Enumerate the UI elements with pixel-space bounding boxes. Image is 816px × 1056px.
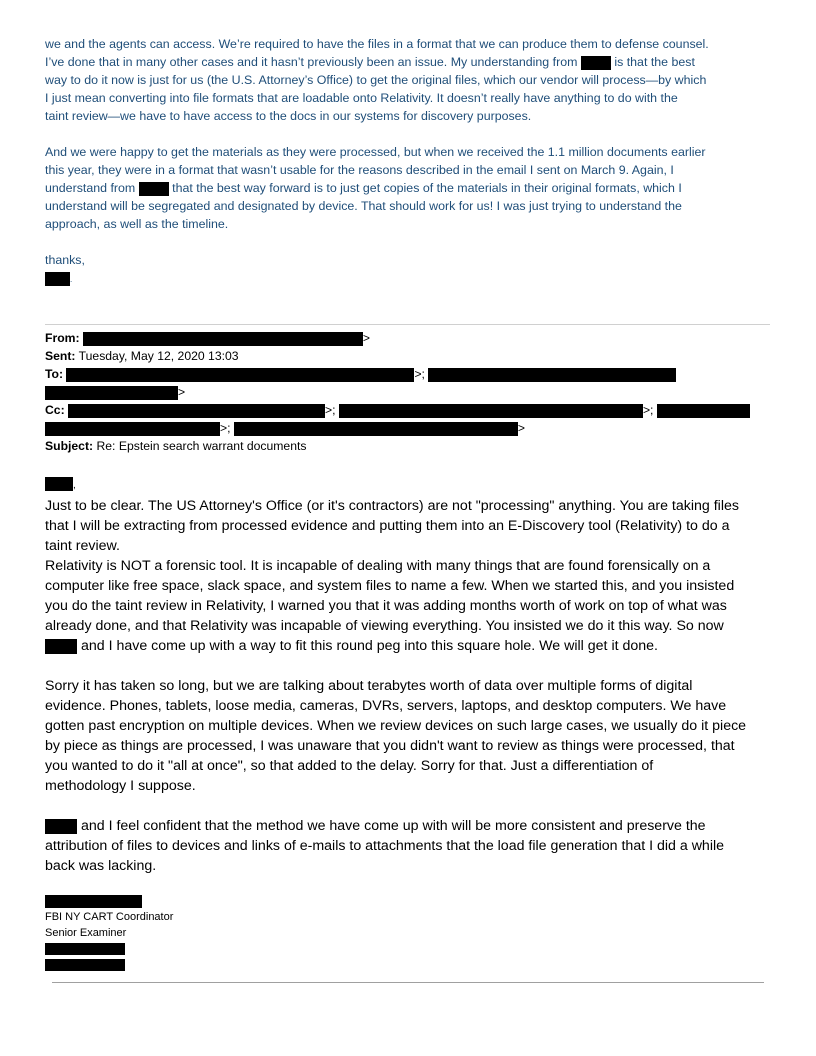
redaction [428, 368, 676, 382]
redaction [45, 477, 73, 491]
redaction [83, 332, 363, 346]
header-sent: Sent: Tuesday, May 12, 2020 13:03 [45, 349, 239, 363]
signature-title-2: Senior Examiner [45, 927, 127, 939]
message-greeting: , [45, 474, 770, 496]
redaction [45, 639, 77, 654]
header-cc-cont: >; > [45, 419, 775, 437]
reply-signature: . [45, 269, 775, 289]
header-from: From: > [45, 331, 371, 345]
header-cc: Cc: >; >; [45, 401, 775, 419]
message-paragraph-3: Sorry it has taken so long, but we are talking about terabytes worth of data over multiple forms of digital evidence. Phones, tablets, loose media, cameras, DVRs, servers, laptops, and desktop computers. We have gotten past encryption on multiple devices. When we review devices on such large cases, we usually do it piece by piece as things are processed, I was unaware that you didn't want to review as things were processed, that you wanted to do it "all at once", so that added to the delay. Sorry for that. Just a differentiation of methodology I suppose. [45, 678, 747, 794]
signature-title-1: FBI NY CART Coordinator [45, 911, 174, 923]
separator-line [45, 324, 770, 325]
redaction [234, 422, 518, 436]
redaction [45, 819, 77, 834]
message-paragraph-1: Just to be clear. The US Attorney's Office (or it's contractors) are not "processing" anything. You are taking files that I will be extracting from processed evidence and putting them into an E-Discovery tool (Relativity) to do a taint review. [45, 498, 739, 554]
redaction [339, 404, 643, 418]
header-to-cont: > [45, 383, 775, 401]
redaction [45, 422, 220, 436]
redaction [68, 404, 325, 418]
reply-body [45, 35, 775, 289]
signature-redaction-2 [45, 959, 125, 971]
redaction [45, 386, 178, 400]
redaction [657, 404, 750, 418]
redaction [139, 182, 169, 196]
message-body [45, 474, 770, 876]
reply-paragraph-1: we and the agents can access. We’re required to have the files in a format that we can produce them to defense counsel. I’ve done that in many other cases and it hasn’t previously been an issue. My understanding from is that the best way to do it now is just for us (the U.S. Attorney’s Office) to get the original files, which our vendor will process—by which I just mean converting into file formats that are loadable onto Relativity. It doesn’t really have anything to do with the taint review—we have to have access to the docs in our systems for discovery purposes. [45, 37, 709, 123]
redaction [45, 272, 70, 286]
header-subject: Subject: Re: Epstein search warrant documents [45, 439, 307, 453]
redaction [66, 368, 414, 382]
reply-paragraph-2: And we were happy to get the materials as they were processed, but when we received the 1.1 million documents earlier this year, they were in a format that wasn’t usable for the reasons described in the email I sent on March 9. Again, I understand from that the best way forward is to just get copies of the materials in their original formats, which I understand will be segregated and designated by device. That should work for us! I was just trying to understand the approach, as well as the timeline. [45, 145, 706, 231]
message-paragraph-2: Relativity is NOT a forensic tool. It is incapable of dealing with many things that are found forensically on a computer like free space, slack space, and system files to name a few. When we started this, and you insisted you do the taint review in Relativity, I warned you that it was adding months worth of work on top of what was already done, and that Relativity was incapable of viewing everything. You insisted we do it this way. So now and I have come up with a way to fit this round peg into this square hole. We will get it done. [45, 558, 735, 654]
signature-name-redaction [45, 895, 142, 908]
reply-closing: thanks, [45, 253, 85, 267]
header-to: To: >; [45, 365, 775, 383]
footer-line [52, 982, 764, 983]
message-paragraph-4: and I feel confident that the method we have come up with will be more consistent and preserve the attribution of files to devices and links of e-mails to attachments that the load file generation that I did a while back was lacking. [45, 818, 725, 874]
redaction [581, 56, 611, 70]
signature-redaction-1 [45, 943, 125, 955]
